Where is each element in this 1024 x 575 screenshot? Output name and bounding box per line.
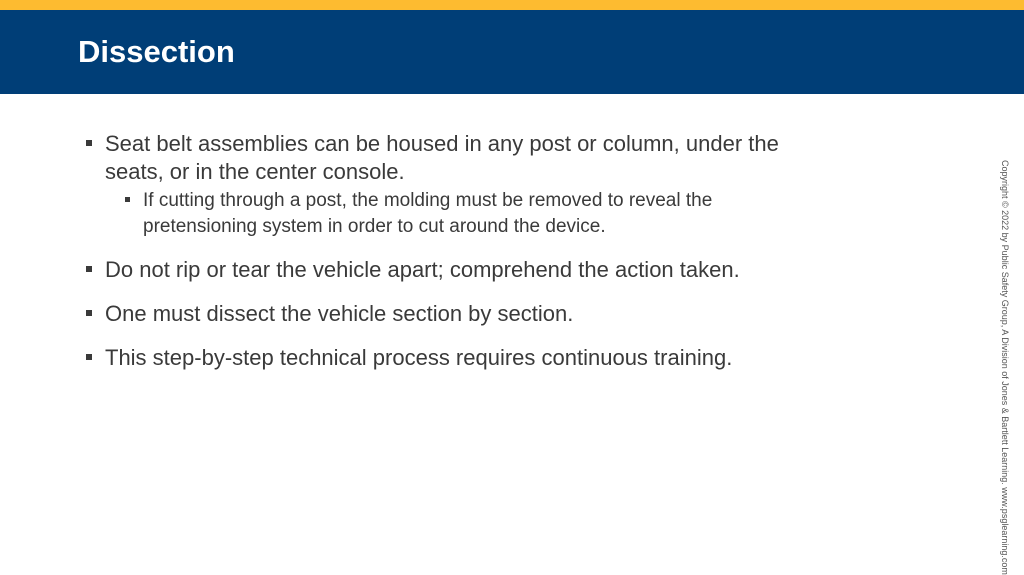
bullet-text: One must dissect the vehicle section by section. bbox=[105, 301, 574, 326]
bullet-text: Do not rip or tear the vehicle apart; comprehend the action taken. bbox=[105, 257, 740, 282]
slide-title: Dissection bbox=[78, 34, 235, 69]
bullet-list bbox=[86, 130, 806, 388]
copyright-notice: Copyright © 2022 by Public Safety Group, A Division of Jones & Bartlett Learning. www.psglearning.com bbox=[1000, 160, 1010, 575]
square-bullet-icon bbox=[86, 354, 92, 360]
top-accent-stripe bbox=[0, 0, 1024, 10]
square-bullet-icon bbox=[125, 197, 130, 202]
bullet-item bbox=[86, 130, 806, 240]
square-bullet-icon bbox=[86, 310, 92, 316]
square-bullet-icon bbox=[86, 266, 92, 272]
square-bullet-icon bbox=[86, 140, 92, 146]
bullet-item bbox=[86, 300, 806, 328]
bullet-item bbox=[86, 256, 806, 284]
sub-bullet-list bbox=[125, 188, 806, 240]
sub-bullet-item bbox=[125, 188, 806, 240]
bullet-item bbox=[86, 344, 806, 372]
bullet-text: This step-by-step technical process requires continuous training. bbox=[105, 345, 733, 370]
bullet-text: Seat belt assemblies can be housed in any post or column, under the seats, or in the center console. bbox=[105, 131, 779, 184]
sub-bullet-text: If cutting through a post, the molding must be removed to reveal the pretensioning system in order to cut around the device. bbox=[143, 190, 713, 237]
